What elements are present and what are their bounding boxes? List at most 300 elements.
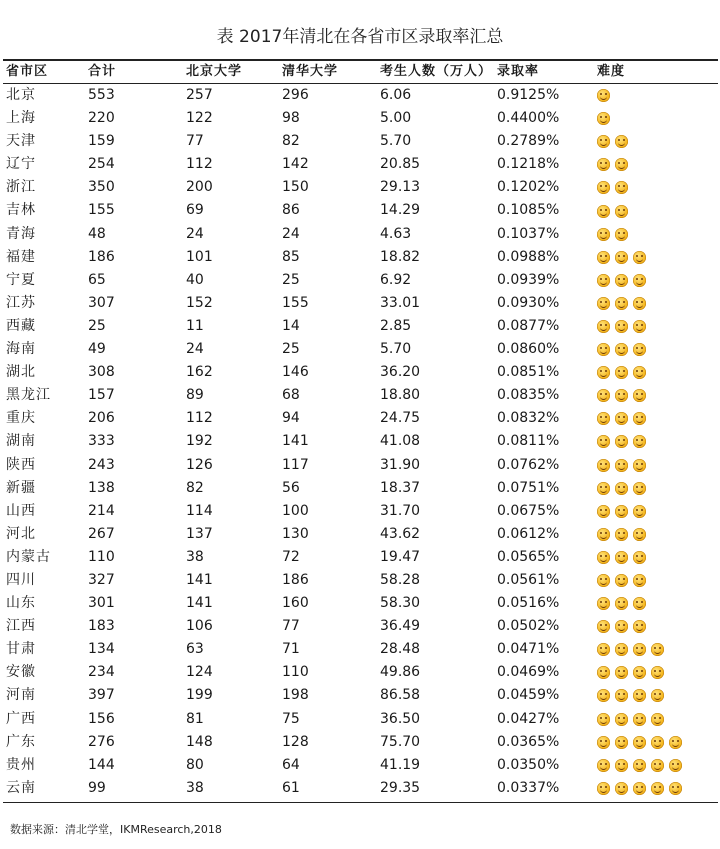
cell-thu: 160 bbox=[282, 595, 309, 612]
cell-examinees: 2.85 bbox=[380, 317, 412, 334]
face-emoji-icon bbox=[633, 251, 646, 264]
cell-examinees: 43.62 bbox=[380, 525, 421, 542]
table-row bbox=[0, 592, 720, 615]
cell-thu: 75 bbox=[282, 710, 300, 727]
cell-examinees: 6.06 bbox=[380, 87, 412, 103]
table-row bbox=[0, 84, 720, 107]
cell-province: 浙江 bbox=[6, 179, 36, 196]
face-emoji-icon bbox=[633, 482, 646, 495]
face-emoji-icon bbox=[597, 435, 610, 448]
face-emoji-icon bbox=[651, 759, 664, 772]
cell-total: 267 bbox=[88, 525, 115, 542]
table-row bbox=[0, 454, 720, 477]
table-title: 表 2017年清北在各省市区录取率汇总 bbox=[216, 27, 504, 47]
face-emoji-icon bbox=[615, 274, 628, 287]
cell-pku: 162 bbox=[186, 364, 213, 381]
table-row bbox=[0, 638, 720, 661]
cell-pku: 24 bbox=[186, 225, 204, 242]
cell-total: 327 bbox=[88, 571, 115, 588]
table-row bbox=[0, 292, 720, 315]
face-emoji-icon bbox=[633, 574, 646, 587]
table-header bbox=[0, 62, 720, 82]
table-row bbox=[0, 246, 720, 269]
cell-total: 276 bbox=[88, 733, 115, 750]
difficulty-rating bbox=[597, 430, 646, 453]
table-row bbox=[0, 315, 720, 338]
cell-rate: 0.0832% bbox=[497, 410, 560, 427]
cell-examinees: 18.37 bbox=[380, 479, 421, 496]
cell-rate: 0.0502% bbox=[497, 618, 560, 635]
cell-rate: 0.4400% bbox=[497, 110, 560, 127]
cell-rate: 0.1202% bbox=[497, 179, 560, 196]
face-emoji-icon bbox=[597, 782, 610, 795]
table-row bbox=[0, 338, 720, 361]
face-emoji-icon bbox=[615, 181, 628, 194]
header-examinees: 考生人数（万人） bbox=[380, 64, 493, 79]
table-row bbox=[0, 615, 720, 638]
cell-total: 214 bbox=[88, 502, 115, 519]
face-emoji-icon bbox=[615, 574, 628, 587]
cell-province: 新疆 bbox=[6, 479, 36, 496]
face-emoji-icon bbox=[597, 574, 610, 587]
cell-total: 155 bbox=[88, 202, 115, 219]
cell-examinees: 29.13 bbox=[380, 179, 421, 196]
cell-thu: 82 bbox=[282, 133, 300, 150]
cell-total: 25 bbox=[88, 317, 106, 334]
difficulty-rating bbox=[597, 754, 682, 777]
face-emoji-icon bbox=[597, 597, 610, 610]
cell-thu: 85 bbox=[282, 248, 300, 265]
face-emoji-icon bbox=[615, 759, 628, 772]
table-row bbox=[0, 523, 720, 546]
difficulty-rating bbox=[597, 708, 664, 731]
cell-total: 183 bbox=[88, 618, 115, 635]
cell-province: 青海 bbox=[6, 225, 36, 242]
cell-examinees: 31.90 bbox=[380, 456, 421, 473]
cell-province: 北京 bbox=[6, 87, 36, 103]
cell-province: 福建 bbox=[6, 248, 36, 265]
difficulty-rating bbox=[597, 661, 664, 684]
face-emoji-icon bbox=[651, 643, 664, 656]
face-emoji-icon bbox=[633, 551, 646, 564]
cell-examinees: 24.75 bbox=[380, 410, 421, 427]
face-emoji-icon bbox=[597, 620, 610, 633]
face-emoji-icon bbox=[597, 135, 610, 148]
face-emoji-icon bbox=[597, 713, 610, 726]
cell-examinees: 20.85 bbox=[380, 156, 421, 173]
cell-thu: 25 bbox=[282, 271, 300, 288]
cell-total: 157 bbox=[88, 387, 115, 404]
cell-pku: 114 bbox=[186, 502, 213, 519]
cell-total: 220 bbox=[88, 110, 115, 127]
cell-examinees: 18.80 bbox=[380, 387, 421, 404]
face-emoji-icon bbox=[633, 736, 646, 749]
header-pku: 北京大学 bbox=[186, 64, 243, 79]
face-emoji-icon bbox=[633, 343, 646, 356]
face-emoji-icon bbox=[597, 366, 610, 379]
difficulty-rating bbox=[597, 130, 628, 153]
difficulty-rating bbox=[597, 523, 646, 546]
table-row bbox=[0, 107, 720, 130]
face-emoji-icon bbox=[597, 666, 610, 679]
cell-province: 河北 bbox=[6, 525, 36, 542]
cell-rate: 0.0930% bbox=[497, 294, 560, 311]
face-emoji-icon bbox=[615, 482, 628, 495]
cell-rate: 0.1218% bbox=[497, 156, 560, 173]
cell-total: 159 bbox=[88, 133, 115, 150]
cell-pku: 200 bbox=[186, 179, 213, 196]
cell-rate: 0.0988% bbox=[497, 248, 560, 265]
cell-rate: 0.0365% bbox=[497, 733, 560, 750]
cell-pku: 24 bbox=[186, 341, 204, 358]
cell-pku: 137 bbox=[186, 525, 213, 542]
cell-thu: 14 bbox=[282, 317, 300, 334]
face-emoji-icon bbox=[597, 181, 610, 194]
difficulty-rating bbox=[597, 361, 646, 384]
face-emoji-icon bbox=[615, 366, 628, 379]
cell-total: 110 bbox=[88, 548, 115, 565]
cell-total: 156 bbox=[88, 710, 115, 727]
cell-rate: 0.0860% bbox=[497, 341, 560, 358]
cell-thu: 117 bbox=[282, 456, 309, 473]
cell-pku: 38 bbox=[186, 548, 204, 565]
cell-pku: 101 bbox=[186, 248, 213, 265]
cell-total: 49 bbox=[88, 341, 106, 358]
difficulty-rating bbox=[597, 84, 610, 107]
face-emoji-icon bbox=[633, 759, 646, 772]
face-emoji-icon bbox=[633, 666, 646, 679]
cell-thu: 64 bbox=[282, 756, 300, 773]
cell-pku: 257 bbox=[186, 87, 213, 103]
cell-total: 307 bbox=[88, 294, 115, 311]
cell-pku: 106 bbox=[186, 618, 213, 635]
face-emoji-icon bbox=[669, 736, 682, 749]
face-emoji-icon bbox=[615, 251, 628, 264]
cell-rate: 0.9125% bbox=[497, 87, 560, 103]
cell-total: 243 bbox=[88, 456, 115, 473]
cell-examinees: 58.28 bbox=[380, 571, 421, 588]
cell-province: 安徽 bbox=[6, 664, 36, 681]
difficulty-rating bbox=[597, 153, 628, 176]
difficulty-rating bbox=[597, 269, 646, 292]
cell-pku: 199 bbox=[186, 687, 213, 704]
cell-province: 天津 bbox=[6, 133, 36, 150]
face-emoji-icon bbox=[633, 505, 646, 518]
cell-rate: 0.0337% bbox=[497, 779, 560, 796]
difficulty-rating bbox=[597, 684, 664, 707]
face-emoji-icon bbox=[597, 112, 610, 125]
cell-pku: 40 bbox=[186, 271, 204, 288]
face-emoji-icon bbox=[597, 158, 610, 171]
cell-province: 山东 bbox=[6, 595, 36, 612]
face-emoji-icon bbox=[633, 320, 646, 333]
face-emoji-icon bbox=[669, 759, 682, 772]
cell-thu: 296 bbox=[282, 87, 309, 103]
face-emoji-icon bbox=[615, 320, 628, 333]
cell-examinees: 28.48 bbox=[380, 641, 421, 658]
cell-rate: 0.0939% bbox=[497, 271, 560, 288]
cell-thu: 24 bbox=[282, 225, 300, 242]
table-row bbox=[0, 777, 720, 800]
cell-province: 湖南 bbox=[6, 433, 36, 450]
cell-pku: 152 bbox=[186, 294, 213, 311]
difficulty-rating bbox=[597, 731, 682, 754]
face-emoji-icon bbox=[597, 389, 610, 402]
header-thu: 清华大学 bbox=[282, 64, 339, 79]
face-emoji-icon bbox=[651, 689, 664, 702]
cell-province: 黑龙江 bbox=[6, 387, 51, 404]
cell-province: 云南 bbox=[6, 779, 36, 796]
cell-province: 辽宁 bbox=[6, 156, 36, 173]
cell-total: 301 bbox=[88, 595, 115, 612]
cell-rate: 0.0516% bbox=[497, 595, 560, 612]
header-province: 省市区 bbox=[6, 64, 49, 79]
cell-examinees: 14.29 bbox=[380, 202, 421, 219]
difficulty-rating bbox=[597, 477, 646, 500]
cell-thu: 130 bbox=[282, 525, 309, 542]
cell-province: 重庆 bbox=[6, 410, 36, 427]
cell-thu: 56 bbox=[282, 479, 300, 496]
cell-examinees: 6.92 bbox=[380, 271, 412, 288]
face-emoji-icon bbox=[615, 505, 628, 518]
cell-pku: 122 bbox=[186, 110, 213, 127]
cell-thu: 71 bbox=[282, 641, 300, 658]
cell-total: 65 bbox=[88, 271, 106, 288]
cell-pku: 63 bbox=[186, 641, 204, 658]
table-row bbox=[0, 708, 720, 731]
face-emoji-icon bbox=[615, 205, 628, 218]
cell-rate: 0.0811% bbox=[497, 433, 560, 450]
cell-thu: 186 bbox=[282, 571, 309, 588]
cell-rate: 0.0675% bbox=[497, 502, 560, 519]
table-row bbox=[0, 384, 720, 407]
cell-thu: 98 bbox=[282, 110, 300, 127]
cell-rate: 0.0565% bbox=[497, 548, 560, 565]
cell-thu: 141 bbox=[282, 433, 309, 450]
cell-pku: 81 bbox=[186, 710, 204, 727]
face-emoji-icon bbox=[633, 528, 646, 541]
face-emoji-icon bbox=[615, 689, 628, 702]
face-emoji-icon bbox=[597, 528, 610, 541]
cell-total: 99 bbox=[88, 779, 106, 796]
cell-rate: 0.0877% bbox=[497, 317, 560, 334]
cell-rate: 0.0471% bbox=[497, 641, 560, 658]
face-emoji-icon bbox=[633, 389, 646, 402]
cell-province: 湖北 bbox=[6, 364, 36, 381]
cell-rate: 0.1037% bbox=[497, 225, 560, 242]
cell-examinees: 36.49 bbox=[380, 618, 421, 635]
face-emoji-icon bbox=[633, 435, 646, 448]
header-total: 合计 bbox=[88, 64, 117, 79]
difficulty-rating bbox=[597, 107, 610, 130]
face-emoji-icon bbox=[615, 597, 628, 610]
face-emoji-icon bbox=[597, 736, 610, 749]
cell-examinees: 19.47 bbox=[380, 548, 421, 565]
cell-examinees: 58.30 bbox=[380, 595, 421, 612]
cell-total: 350 bbox=[88, 179, 115, 196]
table-row bbox=[0, 569, 720, 592]
cell-province: 山西 bbox=[6, 502, 36, 519]
cell-pku: 77 bbox=[186, 133, 204, 150]
table-row bbox=[0, 661, 720, 684]
cell-province: 甘肃 bbox=[6, 641, 36, 658]
cell-rate: 0.0350% bbox=[497, 756, 560, 773]
table-row bbox=[0, 546, 720, 569]
cell-thu: 155 bbox=[282, 294, 309, 311]
difficulty-rating bbox=[597, 592, 646, 615]
cell-thu: 68 bbox=[282, 387, 300, 404]
difficulty-rating bbox=[597, 292, 646, 315]
difficulty-rating bbox=[597, 615, 646, 638]
cell-province: 四川 bbox=[6, 571, 36, 588]
face-emoji-icon bbox=[633, 689, 646, 702]
table-row bbox=[0, 199, 720, 222]
cell-pku: 124 bbox=[186, 664, 213, 681]
cell-province: 陕西 bbox=[6, 456, 36, 473]
face-emoji-icon bbox=[615, 666, 628, 679]
cell-pku: 141 bbox=[186, 595, 213, 612]
table-row bbox=[0, 361, 720, 384]
face-emoji-icon bbox=[615, 135, 628, 148]
cell-total: 134 bbox=[88, 641, 115, 658]
bottom-rule bbox=[3, 802, 718, 803]
face-emoji-icon bbox=[597, 689, 610, 702]
face-emoji-icon bbox=[597, 505, 610, 518]
cell-examinees: 5.00 bbox=[380, 110, 412, 127]
face-emoji-icon bbox=[615, 459, 628, 472]
face-emoji-icon bbox=[597, 205, 610, 218]
cell-rate: 0.0751% bbox=[497, 479, 560, 496]
face-emoji-icon bbox=[597, 89, 610, 102]
table-row bbox=[0, 477, 720, 500]
face-emoji-icon bbox=[615, 782, 628, 795]
cell-total: 397 bbox=[88, 687, 115, 704]
cell-thu: 198 bbox=[282, 687, 309, 704]
cell-rate: 0.2789% bbox=[497, 133, 560, 150]
face-emoji-icon bbox=[633, 459, 646, 472]
cell-total: 254 bbox=[88, 156, 115, 173]
face-emoji-icon bbox=[669, 782, 682, 795]
table-row bbox=[0, 407, 720, 430]
difficulty-rating bbox=[597, 569, 646, 592]
difficulty-rating bbox=[597, 500, 646, 523]
cell-total: 234 bbox=[88, 664, 115, 681]
cell-thu: 150 bbox=[282, 179, 309, 196]
table-row bbox=[0, 731, 720, 754]
face-emoji-icon bbox=[651, 713, 664, 726]
cell-pku: 80 bbox=[186, 756, 204, 773]
table-row bbox=[0, 176, 720, 199]
face-emoji-icon bbox=[597, 228, 610, 241]
cell-pku: 69 bbox=[186, 202, 204, 219]
header-difficulty: 难度 bbox=[597, 64, 626, 79]
face-emoji-icon bbox=[615, 158, 628, 171]
difficulty-rating bbox=[597, 199, 628, 222]
cell-pku: 192 bbox=[186, 433, 213, 450]
face-emoji-icon bbox=[597, 251, 610, 264]
face-emoji-icon bbox=[651, 666, 664, 679]
face-emoji-icon bbox=[615, 389, 628, 402]
cell-thu: 146 bbox=[282, 364, 309, 381]
cell-province: 贵州 bbox=[6, 756, 36, 773]
face-emoji-icon bbox=[633, 412, 646, 425]
cell-examinees: 5.70 bbox=[380, 341, 412, 358]
top-rule bbox=[3, 59, 718, 61]
difficulty-rating bbox=[597, 407, 646, 430]
cell-examinees: 31.70 bbox=[380, 502, 421, 519]
cell-total: 186 bbox=[88, 248, 115, 265]
cell-examinees: 4.63 bbox=[380, 225, 412, 242]
cell-examinees: 36.20 bbox=[380, 364, 421, 381]
table-row bbox=[0, 430, 720, 453]
face-emoji-icon bbox=[615, 297, 628, 310]
cell-pku: 126 bbox=[186, 456, 213, 473]
cell-thu: 142 bbox=[282, 156, 309, 173]
face-emoji-icon bbox=[597, 297, 610, 310]
cell-province: 内蒙古 bbox=[6, 548, 51, 565]
difficulty-rating bbox=[597, 315, 646, 338]
difficulty-rating bbox=[597, 338, 646, 361]
face-emoji-icon bbox=[615, 736, 628, 749]
face-emoji-icon bbox=[633, 274, 646, 287]
face-emoji-icon bbox=[597, 551, 610, 564]
cell-total: 308 bbox=[88, 364, 115, 381]
table-body bbox=[0, 84, 720, 800]
table-row bbox=[0, 754, 720, 777]
face-emoji-icon bbox=[615, 713, 628, 726]
cell-thu: 100 bbox=[282, 502, 309, 519]
face-emoji-icon bbox=[615, 228, 628, 241]
cell-province: 广西 bbox=[6, 710, 36, 727]
difficulty-rating bbox=[597, 384, 646, 407]
cell-total: 333 bbox=[88, 433, 115, 450]
face-emoji-icon bbox=[633, 782, 646, 795]
table-row bbox=[0, 223, 720, 246]
cell-rate: 0.0469% bbox=[497, 664, 560, 681]
face-emoji-icon bbox=[597, 759, 610, 772]
cell-thu: 72 bbox=[282, 548, 300, 565]
face-emoji-icon bbox=[597, 320, 610, 333]
cell-total: 138 bbox=[88, 479, 115, 496]
cell-thu: 25 bbox=[282, 341, 300, 358]
difficulty-rating bbox=[597, 546, 646, 569]
cell-thu: 94 bbox=[282, 410, 300, 427]
cell-examinees: 33.01 bbox=[380, 294, 421, 311]
cell-examinees: 18.82 bbox=[380, 248, 421, 265]
cell-examinees: 41.08 bbox=[380, 433, 421, 450]
difficulty-rating bbox=[597, 777, 682, 800]
cell-pku: 38 bbox=[186, 779, 204, 796]
face-emoji-icon bbox=[633, 597, 646, 610]
face-emoji-icon bbox=[597, 343, 610, 356]
difficulty-rating bbox=[597, 246, 646, 269]
table-row bbox=[0, 130, 720, 153]
cell-rate: 0.1085% bbox=[497, 202, 560, 219]
cell-examinees: 29.35 bbox=[380, 779, 421, 796]
table-row bbox=[0, 500, 720, 523]
difficulty-rating bbox=[597, 176, 628, 199]
source-note: 数据来源：清北学堂，IKMResearch,2018 bbox=[10, 823, 222, 836]
cell-total: 553 bbox=[88, 87, 115, 103]
cell-pku: 112 bbox=[186, 156, 213, 173]
face-emoji-icon bbox=[615, 412, 628, 425]
difficulty-rating bbox=[597, 638, 664, 661]
cell-pku: 112 bbox=[186, 410, 213, 427]
cell-total: 144 bbox=[88, 756, 115, 773]
cell-rate: 0.0762% bbox=[497, 456, 560, 473]
cell-examinees: 86.58 bbox=[380, 687, 421, 704]
cell-examinees: 41.19 bbox=[380, 756, 421, 773]
